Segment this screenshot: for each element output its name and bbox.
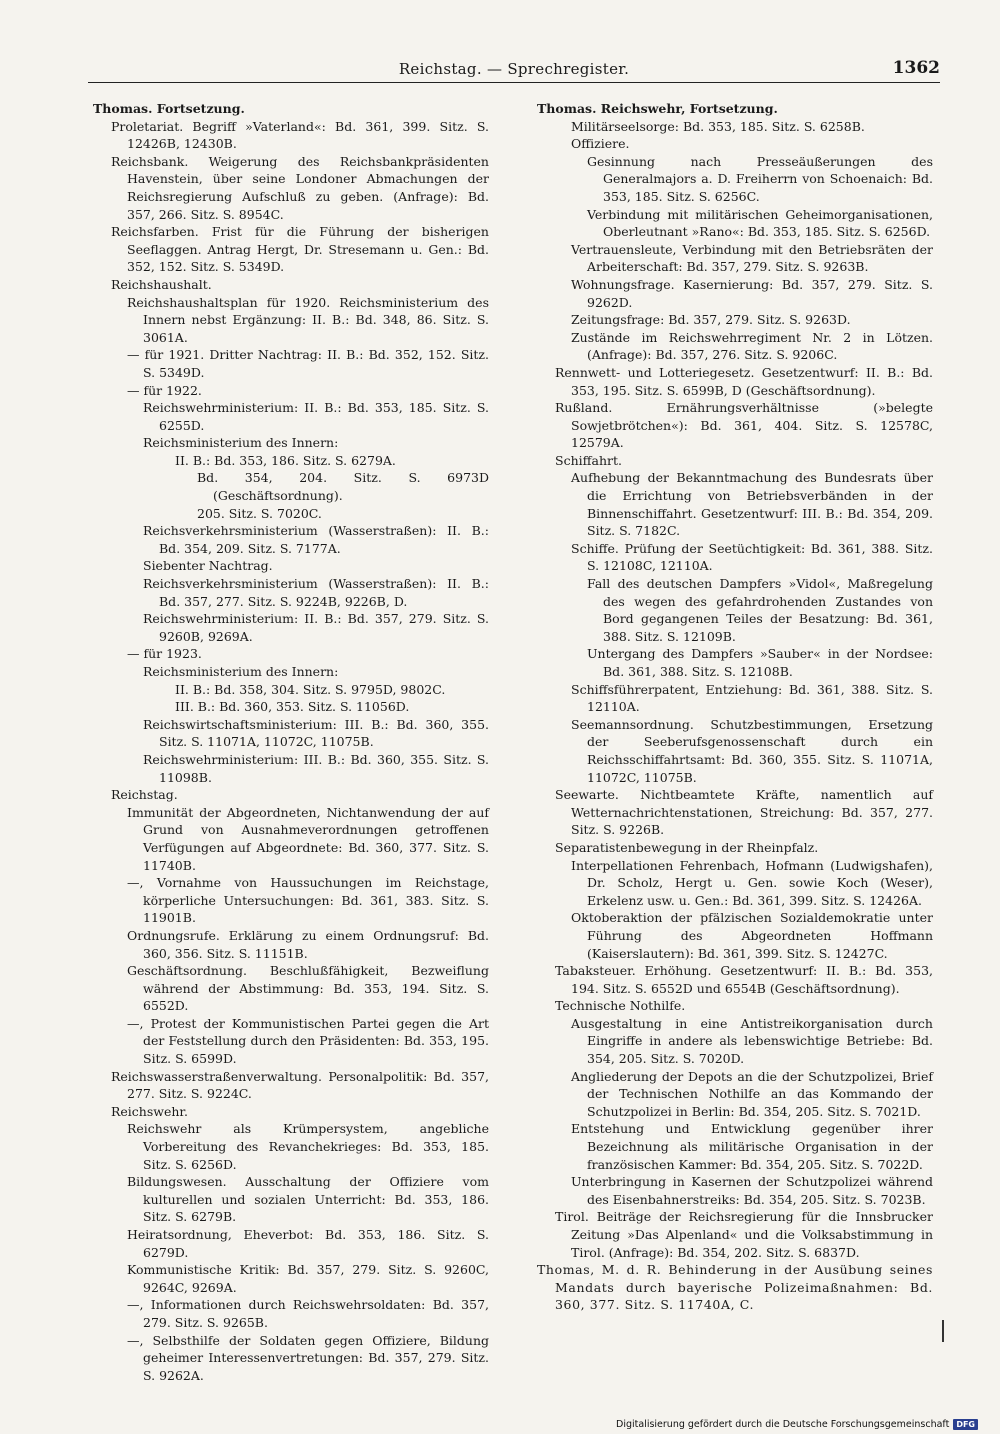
index-entry: Siebenter Nachtrag. xyxy=(143,558,273,574)
index-entry: Reichsfarben. Frist für die Führung der bisherigen Seeflaggen. Antrag Hergt, Dr. Stresemann u. Gen.: Bd. 352, 152. Sitz. S. 5349D. xyxy=(111,224,489,275)
index-entry: Reichswasserstraßenverwaltung. Personalpolitik: Bd. 357, 277. Sitz. S. 9224C. xyxy=(111,1068,489,1102)
index-entry: Tabaksteuer. Erhöhung. Gesetzentwurf: II. B.: Bd. 353, 194. Sitz. S. 6552D und 6554B (Geschäftsordnung). xyxy=(555,963,933,996)
index-entry: 205. Sitz. S. 7020C. xyxy=(197,505,322,521)
running-header xyxy=(88,58,940,83)
index-entry: Ordnungsrufe. Erklärung zu einem Ordnungsruf: Bd. 360, 356. Sitz. S. 11151B. xyxy=(127,927,489,961)
header-title: Reichstag. — Sprechregister. xyxy=(398,60,630,78)
dfg-logo: DFG xyxy=(953,1419,978,1430)
index-entry: Offiziere. xyxy=(571,136,630,152)
index-entry: —, Informationen durch Reichswehrsoldaten: Bd. 357, 279. Sitz. S. 9265B. xyxy=(127,1297,489,1330)
index-entry: Rennwett- und Lotteriegesetz. Gesetzentwurf: II. B.: Bd. 353, 195. Sitz. S. 6599B, D (Geschäftsordnung). xyxy=(555,364,933,398)
index-entry: Proletariat. Begriff »Vaterland«: Bd. 361, 399. Sitz. S. 12426B, 12430B. xyxy=(111,118,489,152)
index-entry: Interpellationen Fehrenbach, Hofmann (Ludwigshafen), Dr. Scholz, Hergt u. Gen. sowie Koch (Weser), Erkelenz usw. u. Gen.: Bd. 361, 399. Sitz. S. 12426A. xyxy=(571,857,933,908)
index-entry: —, Selbsthilfe der Soldaten gegen Offiziere, Bildung geheimer Interessenvertretungen: Bd. 357, 279. Sitz. S. 9262A. xyxy=(127,1332,489,1383)
index-entry: Seemannsordnung. Schutzbestimmungen, Ersetzung der Seeberufsgenossenschaft durch ein Reichsschiffahrtsamt: Bd. 360, 355. Sitz. S. 11071A, 11072C, 11075B. xyxy=(571,716,933,785)
index-entry: Vertrauensleute, Verbindung mit den Betriebsräten der Arbeiterschaft: Bd. 357, 279. Sitz. S. 9263B. xyxy=(571,241,933,275)
index-entry: II. B.: Bd. 353, 186. Sitz. S. 6279A. xyxy=(175,452,396,468)
index-entry: Thomas, M. d. R. Behinderung in der Ausübung seines Mandats durch bayerische Polizeimaßnahmen: Bd. 360, 377. Sitz. S. 11740A, C. xyxy=(537,1262,933,1313)
index-entry: Tirol. Beiträge der Reichsregierung für die Innsbrucker Zeitung »Das Alpenland« und die Volksabstimmung in Tirol. (Anfrage): Bd. 354, 202. Sitz. S. 6837D. xyxy=(555,1209,933,1260)
index-entry: Unterbringung in Kasernen der Schutzpolizei während des Eisenbahnerstreiks: Bd. 354, 205. Sitz. S. 7023B. xyxy=(571,1174,933,1207)
index-entry: Reichshaushalt. xyxy=(111,276,212,292)
index-entry: Militärseelsorge: Bd. 353, 185. Sitz. S. 6258B. xyxy=(571,118,865,134)
index-entry: Seewarte. Nichtbeamtete Kräfte, namentlich auf Wetternachrichtenstationen, Streichung: Bd. 357, 277. Sitz. S. 9226B. xyxy=(555,787,933,838)
index-entry: Geschäftsordnung. Beschlußfähigkeit, Bezweiflung während der Abstimmung: Bd. 353, 194. Sitz. S. 6552D. xyxy=(127,963,489,1014)
index-entry: Fall des deutschen Dampfers »Vidol«, Maßregelung des wegen des gefahrdrohenden Zustandes von Bord gegangenen Teiles der Besatzung: Bd. 361, 388. Sitz. S. 12109B. xyxy=(587,576,933,644)
index-entry: —, Protest der Kommunistischen Partei gegen die Art der Feststellung durch den Präsidenten: Bd. 353, 195. Sitz. S. 6599D. xyxy=(127,1015,489,1067)
index-entry: Reichswirtschaftsministerium: III. B.: Bd. 360, 355. Sitz. S. 11071A, 11072C, 11075B. xyxy=(143,716,489,750)
index-entry: Zeitungsfrage: Bd. 357, 279. Sitz. S. 9263D. xyxy=(571,312,851,328)
index-entry: Reichswehrministerium: II. B.: Bd. 357, 279. Sitz. S. 9260B, 9269A. xyxy=(143,611,489,644)
index-entry: Oktoberaktion der pfälzischen Sozialdemokratie unter Führung des Abgeordneten Hoffmann (Kaiserslautern): Bd. 361, 399. Sitz. S. 12427C. xyxy=(571,910,933,961)
index-entry: Verbindung mit militärischen Geheimorganisationen, Oberleutnant »Rano«: Bd. 353, 185. Sitz. S. 6256D. xyxy=(587,206,933,240)
index-entry: Reichswehr. xyxy=(111,1103,188,1119)
index-entry: Entstehung und Entwicklung gegenüber ihrer Bezeichnung als militärische Organisation in der französischen Kammer: Bd. 354, 205. Sitz. S. 7022D. xyxy=(571,1121,933,1172)
index-entry: Reichshaushaltsplan für 1920. Reichsministerium des Innern nebst Ergänzung: II. B.: Bd. 348, 86. Sitz. S. 3061A. xyxy=(127,294,489,345)
page-number: 1362 xyxy=(892,58,940,78)
index-entry: Reichsverkehrsministerium (Wasserstraßen): II. B.: Bd. 357, 277. Sitz. S. 9224B, 9226B, D. xyxy=(143,576,489,609)
index-entry: Aufhebung der Bekanntmachung des Bundesrats über die Errichtung von Betriebsverbänden in der Binnenschiffahrt. Gesetzentwurf: III. B.: Bd. 354, 209. Sitz. S. 7182C. xyxy=(571,470,933,539)
index-entry: Reichswehr als Krümpersystem, angebliche Vorbereitung des Revanchekrieges: Bd. 353, 185. Sitz. S. 6256D. xyxy=(127,1121,489,1172)
index-entry: Separatistenbewegung in der Rheinpfalz. xyxy=(555,839,819,855)
index-entry: Reichsministerium des Innern: xyxy=(143,435,339,451)
index-entry: Ausgestaltung in eine Antistreikorganisation durch Eingriffe in andere als lebenswichtige Betriebe: Bd. 354, 205. Sitz. S. 7020D. xyxy=(571,1015,933,1067)
index-entry: Reichstag. xyxy=(111,787,178,803)
index-entry: Reichsbank. Weigerung des Reichsbankpräsidenten Havenstein, über seine Londoner Abmachungen der Reichsregierung Aufschluß zu geben. (Anfrage): Bd. 357, 266. Sitz. S. 8954C. xyxy=(111,153,489,222)
index-entry: Schiffsführerpatent, Entziehung: Bd. 361, 388. Sitz. S. 12110A. xyxy=(571,681,933,715)
index-entry: Immunität der Abgeordneten, Nichtanwendung der auf Grund von Ausnahmeverordnungen getroffenen Verfügungen auf Abgeordnete: Bd. 360, 377. Sitz. S. 11740B. xyxy=(127,804,489,873)
index-entry: Reichsministerium des Innern: xyxy=(143,664,339,679)
index-entry: Untergang des Dampfers »Sauber« in der Nordsee: Bd. 361, 388. Sitz. S. 12108B. xyxy=(587,646,933,679)
index-entry: Bildungswesen. Ausschaltung der Offiziere vom kulturellen und sozialen Unterricht: Bd. 353, 186. Sitz. S. 6279B. xyxy=(127,1174,489,1225)
index-entry: Zustände im Reichswehrregiment Nr. 2 in Lötzen. (Anfrage): Bd. 357, 276. Sitz. S. 9206C. xyxy=(571,329,933,363)
index-entry: Angliederung der Depots an die der Schutzpolizei, Brief der Technischen Nothilfe an das Kommando der Schutzpolizei in Berlin: Bd. 354, 205. Sitz. S. 7021D. xyxy=(571,1068,933,1119)
digitization-footer xyxy=(616,1419,978,1430)
index-entry: Reichswehrministerium: III. B.: Bd. 360, 355. Sitz. S. 11098B. xyxy=(143,751,489,785)
index-entry: Wohnungsfrage. Kasernierung: Bd. 357, 279. Sitz. S. 9262D. xyxy=(571,276,933,310)
index-entry: Thomas. Reichswehr, Fortsetzung. xyxy=(537,101,778,116)
index-entry: Reichswehrministerium: II. B.: Bd. 353, 185. Sitz. S. 6255D. xyxy=(143,400,489,433)
index-entry: Schiffahrt. xyxy=(555,452,622,468)
index-entry: Thomas. Fortsetzung. xyxy=(93,101,245,116)
index-entry: II. B.: Bd. 358, 304. Sitz. S. 9795D, 9802C. xyxy=(175,681,446,697)
index-entry: III. B.: Bd. 360, 353. Sitz. S. 11056D. xyxy=(175,699,410,715)
index-entry: —, Vornahme von Haussuchungen im Reichstage, körperliche Untersuchungen: Bd. 361, 383. Sitz. S. 11901B. xyxy=(127,875,489,926)
index-entry: Gesinnung nach Presseäußerungen des Generalmajors a. D. Freiherrn von Schoenaich: Bd. 353, 185. Sitz. S. 6256C. xyxy=(587,153,933,204)
index-entry: Schiffe. Prüfung der Seetüchtigkeit: Bd. 361, 388. Sitz. S. 12108C, 12110A. xyxy=(571,540,933,574)
index-entry: Rußland. Ernährungsverhältnisse (»belegte Sowjetbrötchen«): Bd. 361, 404. Sitz. S. 12578C, 12579A. xyxy=(555,400,933,451)
index-entry: Reichsverkehrsministerium (Wasserstraßen): II. B.: Bd. 354, 209. Sitz. S. 7177A. xyxy=(143,523,489,556)
index-entry: — für 1923. xyxy=(127,646,202,662)
index-entry: Bd. 354, 204. Sitz. S. 6973D (Geschäftsordnung). xyxy=(197,470,489,504)
right-column xyxy=(537,100,933,1314)
footer-text: Digitalisierung gefördert durch die Deutsche Forschungsgemeinschaft xyxy=(616,1419,950,1430)
index-entry: Technische Nothilfe. xyxy=(555,998,686,1014)
index-entry: Heiratsordnung, Eheverbot: Bd. 353, 186. Sitz. S. 6279D. xyxy=(127,1227,489,1260)
index-entry: Kommunistische Kritik: Bd. 357, 279. Sitz. S. 9260C, 9264C, 9269A. xyxy=(127,1262,489,1295)
index-entry: — für 1922. xyxy=(127,382,202,398)
scan-margin-mark xyxy=(942,1320,944,1342)
left-column xyxy=(93,100,489,1384)
index-entry: — für 1921. Dritter Nachtrag: II. B.: Bd. 352, 152. Sitz. S. 5349D. xyxy=(127,347,489,380)
